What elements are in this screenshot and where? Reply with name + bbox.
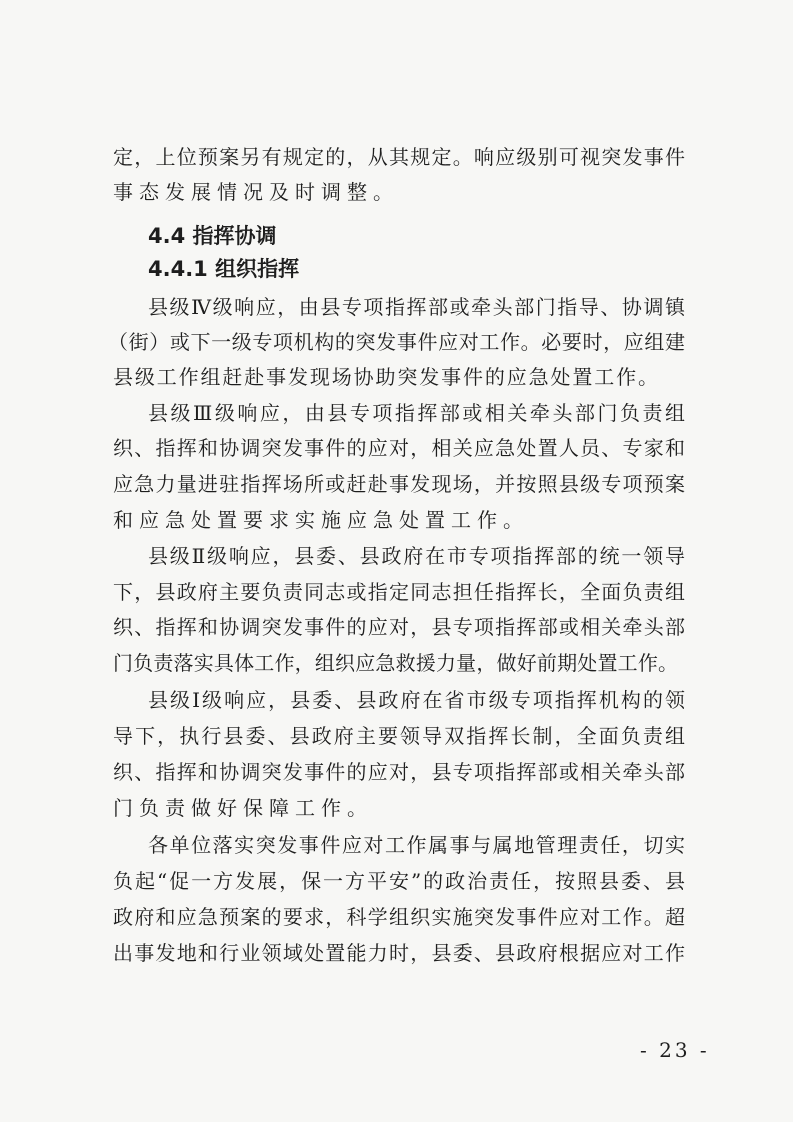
- text-line: 各单位落实突发事件应对工作属事与属地管理责任，切实: [148, 833, 685, 857]
- subsection-heading: 4.4.1 组织指挥: [148, 257, 300, 281]
- text-line: 县级Ⅳ级响应，由县专项指挥部或牵头部门指导、协调镇: [148, 295, 685, 319]
- text-line: 县级Ⅱ级响应，县委、县政府在市专项指挥部的统一领导: [148, 544, 685, 568]
- text-line: 门负责落实具体工作，组织应急救援力量，做好前期处置工作。: [113, 651, 678, 675]
- text-line: 定，上位预案另有规定的，从其规定。响应级别可视突发事件: [113, 145, 685, 169]
- text-line: 出事发地和行业领域处置能力时，县委、县政府根据应对工作: [113, 941, 685, 965]
- text-line: 县级Ⅰ级响应，县委、县政府在省市级专项指挥机构的领: [148, 688, 685, 712]
- section-heading: 4.4 指挥协调: [148, 224, 277, 248]
- text-line: 县级工作组赶赴事发现场协助突发事件的应急处置工作。: [113, 365, 658, 389]
- text-line: 织、指挥和协调突发事件的应对，县专项指挥部或相关牵头部: [113, 615, 685, 639]
- text-line: 和应急处置要求实施应急处置工作。: [113, 508, 529, 532]
- text-line: （街）或下一级专项机构的突发事件应对工作。必要时，应组建: [108, 330, 685, 354]
- text-line: 织、指挥和协调突发事件的应对，相关应急处置人员、专家和: [113, 436, 685, 460]
- text-line: 县级Ⅲ级响应，由县专项指挥部或相关牵头部门负责组: [148, 401, 685, 425]
- text-line: 事态发展情况及时调整。: [113, 180, 399, 204]
- text-line: 织、指挥和协调突发事件的应对，县专项指挥部或相关牵头部: [113, 760, 685, 784]
- text-line: 负起“促一方发展，保一方平安”的政治责任，按照县委、县: [113, 869, 685, 893]
- text-line: 政府和应急预案的要求，科学组织实施突发事件应对工作。超: [113, 905, 685, 929]
- text-line: 门负责做好保障工作。: [113, 796, 373, 820]
- text-line: 导下，执行县委、县政府主要领导双指挥长制，全面负责组: [113, 724, 685, 748]
- page-number: - 23 -: [640, 1038, 710, 1062]
- text-line: 下，县政府主要负责同志或指定同志担任指挥长，全面负责组: [113, 580, 685, 604]
- text-line: 应急力量进驻指挥场所或赶赴事发现场，并按照县级专项预案: [113, 472, 685, 496]
